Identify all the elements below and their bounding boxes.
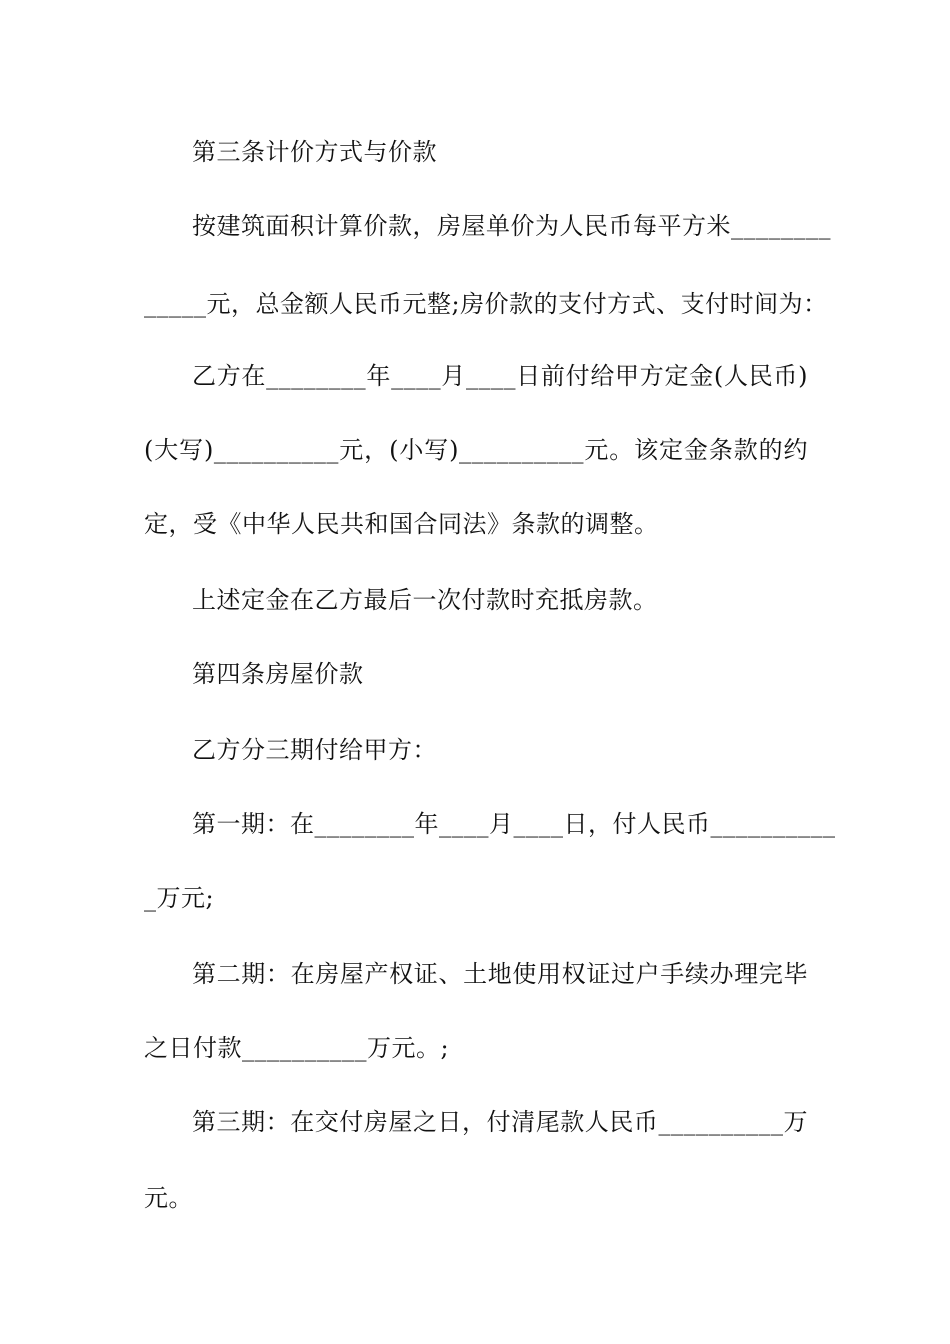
article-4-heading: 第四条房屋价款	[192, 660, 364, 688]
payment-phase-3: 第三期：在交付房屋之日，付清尾款人民币__________万	[192, 1108, 808, 1136]
paragraph-line: 元。	[144, 1184, 193, 1212]
payment-phase-2: 第二期：在房屋产权证、土地使用权证过户手续办理完毕	[192, 960, 808, 988]
paragraph-line: _万元;	[144, 884, 215, 912]
paragraph-line: 按建筑面积计算价款，房屋单价为人民币每平方米________	[192, 212, 831, 240]
paragraph-line: 定，受《中华人民共和国合同法》条款的调整。	[144, 510, 659, 538]
paragraph-line: 乙方分三期付给甲方：	[192, 736, 437, 764]
paragraph-line: 乙方在________年____月____日前付给甲方定金(人民币)	[192, 362, 808, 390]
paragraph-line: 之日付款__________万元。;	[144, 1034, 450, 1062]
payment-phase-1: 第一期：在________年____月____日，付人民币__________	[192, 810, 836, 838]
paragraph-line: 上述定金在乙方最后一次付款时充抵房款。	[192, 586, 658, 614]
paragraph-line: _____元，总金额人民币元整;房价款的支付方式、支付时间为：	[144, 290, 828, 318]
article-3-heading: 第三条计价方式与价款	[192, 138, 437, 166]
paragraph-line: (大写)__________元，(小写)__________元。该定金条款的约	[144, 436, 808, 464]
